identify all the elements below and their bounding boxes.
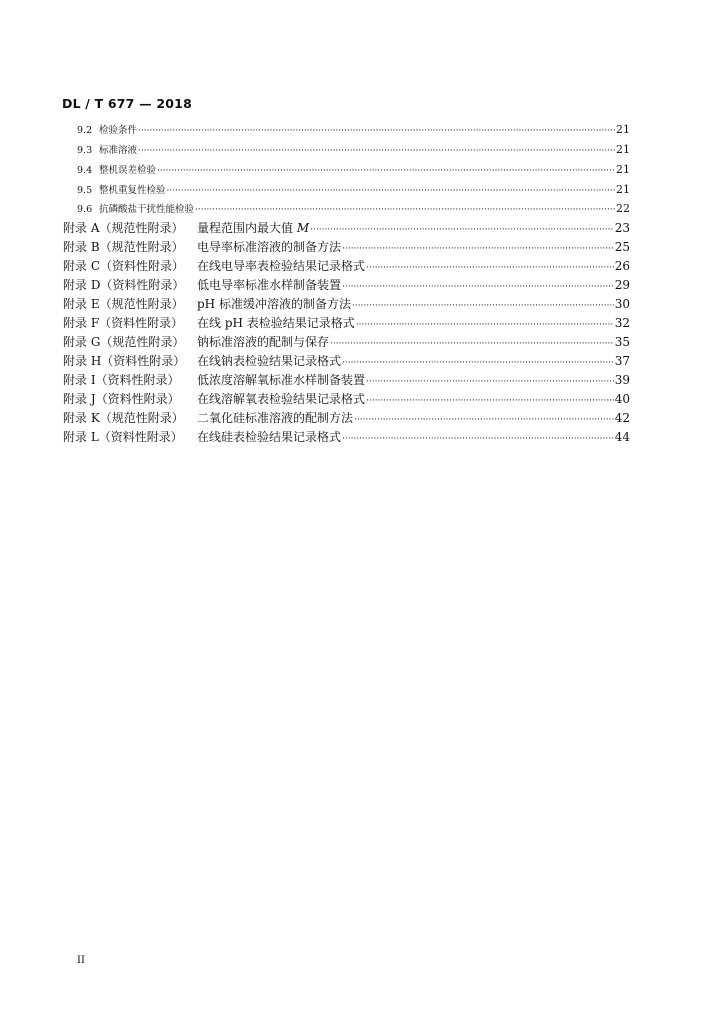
toc-entry-title: 整机误差检验 (99, 165, 157, 176)
math-symbol: M (296, 221, 310, 235)
toc-dot-leader (366, 263, 614, 273)
toc-entry-title: 检验条件 (99, 125, 138, 136)
appendix-label: 附录 B（规范性附录） (63, 240, 184, 254)
toc-entry-appendix-k[interactable] (63, 409, 630, 427)
toc-dot-leader (167, 186, 615, 196)
toc-entry-9-3[interactable] (77, 142, 630, 156)
toc-entry-9-6[interactable] (77, 201, 630, 215)
toc-entry-9-5[interactable] (77, 182, 630, 196)
toc-entry-9-4[interactable] (77, 162, 630, 176)
appendix-label: 附录 K（规范性附录） (63, 411, 184, 425)
toc-entry-page: 40 (614, 392, 630, 406)
toc-dot-leader (195, 205, 615, 215)
toc-entry-title: 在线电导率表检验结果记录格式 (197, 259, 366, 273)
page-number: II (77, 955, 85, 966)
toc-entry-page: 44 (614, 430, 630, 444)
appendix-label: 附录 A（规范性附录） (63, 221, 184, 235)
toc-entry-appendix-h[interactable] (63, 352, 630, 370)
toc-dot-leader (330, 339, 614, 349)
toc-entry-page: 35 (614, 335, 630, 349)
toc-dot-leader (310, 225, 614, 235)
toc-entry-title: 整机重复性检验 (99, 185, 166, 196)
toc-entry-number: 9.6 (77, 204, 93, 215)
toc-entry-page: 22 (616, 202, 630, 215)
toc-entry-title: 标准溶液 (99, 145, 138, 156)
appendix-label: 附录 L（资料性附录） (63, 430, 183, 444)
toc-entry-page: 21 (616, 123, 630, 136)
toc-entry-appendix-c[interactable] (63, 257, 630, 275)
toc-dot-leader (354, 415, 614, 425)
toc-entry-appendix-b[interactable] (63, 238, 630, 256)
toc-entry-page: 39 (614, 373, 630, 387)
toc-dot-leader (138, 126, 615, 136)
appendix-label: 附录 G（规范性附录） (63, 335, 185, 349)
appendix-label: 附录 C（资料性附录） (63, 259, 184, 273)
toc-entry-9-2[interactable] (77, 122, 630, 136)
document-header: DL / T 677 — 2018 (62, 96, 192, 111)
toc-entry-title: 低电导率标准水样制备装置 (197, 278, 342, 292)
toc-dot-leader (342, 358, 614, 368)
toc-entry-title: 抗磷酸盐干扰性能检验 (99, 204, 195, 215)
toc-entry-title: 电导率标准溶液的制备方法 (197, 240, 342, 254)
toc-entry-page: 30 (614, 297, 630, 311)
toc-entry-title: 在线钠表检验结果记录格式 (197, 354, 342, 368)
toc-entry-title: 钠标准溶液的配制与保存 (197, 335, 330, 349)
toc-entry-title: pH 标准缓冲溶液的制备方法 (197, 297, 351, 311)
toc-entry-appendix-i[interactable] (63, 371, 630, 389)
toc-entry-page: 42 (614, 411, 630, 425)
toc-entry-number: 9.4 (77, 165, 93, 176)
toc-dot-leader (366, 377, 614, 387)
toc-entry-page: 32 (614, 316, 630, 330)
toc-entry-title: 低浓度溶解氧标准水样制备装置 (197, 373, 366, 387)
toc-entry-title: 在线 pH 表检验结果记录格式 (197, 316, 355, 330)
toc-entry-title: 在线硅表检验结果记录格式 (197, 430, 342, 444)
toc-dot-leader (342, 244, 614, 254)
toc-dot-leader (342, 434, 614, 444)
toc-entry-page: 37 (614, 354, 630, 368)
toc-entry-page: 29 (614, 278, 630, 292)
appendix-label: 附录 D（资料性附录） (63, 278, 185, 292)
toc-entry-title: 二氧化硅标准溶液的配制方法 (197, 411, 354, 425)
toc-entry-appendix-e[interactable] (63, 295, 630, 313)
toc-entry-appendix-g[interactable] (63, 333, 630, 351)
toc-entry-page: 23 (614, 221, 630, 235)
toc-entry-page: 21 (616, 183, 630, 196)
toc-entry-number: 9.5 (77, 185, 93, 196)
appendix-label: 附录 J（资料性附录） (63, 392, 180, 406)
appendix-label: 附录 E（规范性附录） (63, 297, 184, 311)
toc-entry-appendix-f[interactable] (63, 314, 630, 332)
toc-dot-leader (356, 320, 614, 330)
toc-entry-page: 21 (616, 143, 630, 156)
toc-entry-appendix-d[interactable] (63, 276, 630, 294)
toc-entry-appendix-a[interactable] (63, 219, 630, 237)
toc-dot-leader (138, 146, 615, 156)
toc-entry-appendix-j[interactable] (63, 390, 630, 408)
appendix-label: 附录 F（资料性附录） (63, 316, 184, 330)
toc-entry-number: 9.3 (77, 145, 93, 156)
toc-dot-leader (352, 301, 614, 311)
toc-dot-leader (366, 396, 614, 406)
toc-dot-leader (157, 166, 615, 176)
toc-entry-title: 在线溶解氧表检验结果记录格式 (197, 392, 366, 406)
toc-entry-appendix-l[interactable] (63, 428, 630, 446)
toc-dot-leader (342, 282, 614, 292)
appendix-label: 附录 H（资料性附录） (63, 354, 186, 368)
appendix-label: 附录 I（资料性附录） (63, 373, 180, 387)
toc-entry-number: 9.2 (77, 125, 93, 136)
toc-entry-page: 26 (614, 259, 630, 273)
toc-entry-page: 21 (616, 163, 630, 176)
toc-entry-title: 量程范围内最大值 M (197, 221, 310, 235)
toc-entry-page: 25 (614, 240, 630, 254)
